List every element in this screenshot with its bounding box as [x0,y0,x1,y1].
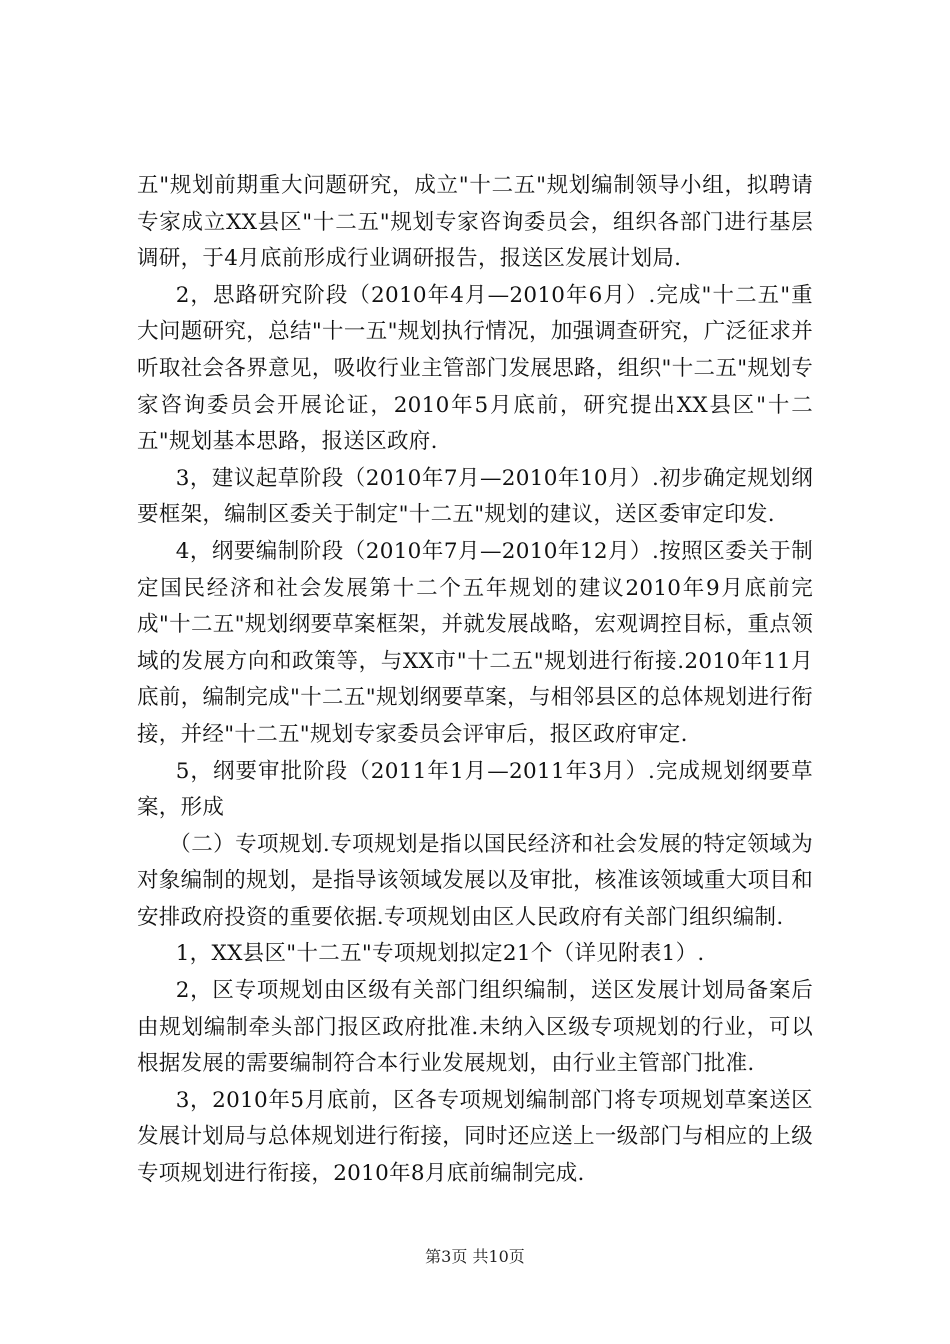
paragraph-stage-3: 3，建议起草阶段（2010年7月—2010年10月）.初步确定规划纲要框架，编制区委关于制定"十二五"规划的建议，送区委审定印发. [137,465,813,528]
page-number-footer: 第3页 共10页 [425,1247,525,1266]
paragraph-stage-2: 2，思路研究阶段（2010年4月—2010年6月）.完成"十二五"重大问题研究，总结"十一五"规划执行情况，加强调查研究，广泛征求并听取社会各界意见，吸收行业主管部门发展思路，组织"十二五"规划专家咨询委员会开展论证，2010年5月底前，研究提出XX县区"十二五"规划基本思路，报送区政府. [137,282,813,455]
paragraph-special-item-1: 1，XX县区"十二五"专项规划拟定21个（详见附表1）. [175,941,705,967]
paragraph-stage-4: 4，纲要编制阶段（2010年7月—2010年12月）.按照区委关于制定国民经济和社会发展第十二个五年规划的建议2010年9月底前完成"十二五"规划纲要草案框架，并就发展战略，宏观调控目标，重点领域的发展方向和政策等，与XX市"十二五"规划进行衔接.2010年11月底前，编制完成"十二五"规划纲要草案，与相邻县区的总体规划进行衔接，并经"十二五"规划专家委员会评审后，报区政府审定. [137,538,813,747]
paragraph-stage-5: 5，纲要审批阶段（2011年1月—2011年3月）.完成规划纲要草案，形成 [137,758,813,821]
paragraph-special-planning: （二）专项规划.专项规划是指以国民经济和社会发展的特定领域为对象编制的规划，是指导该领域发展以及审批，核准该领域重大项目和安排政府投资的重要依据.专项规划由区人民政府有关部门组织编制. [137,831,813,930]
paragraph-special-item-3: 3，2010年5月底前，区各专项规划编制部门将专项规划草案送区发展计划局与总体规划进行衔接，同时还应送上一级部门与相应的上级专项规划进行衔接，2010年8月底前编制完成. [137,1087,813,1187]
document-body [137,168,813,1193]
paragraph-special-item-2: 2，区专项规划由区级有关部门组织编制，送区发展计划局备案后由规划编制牵头部门报区政府批准.未纳入区级专项规划的行业，可以根据发展的需要编制符合本行业发展规划，由行业主管部门批准. [137,978,813,1077]
paragraph-continuation: 五"规划前期重大问题研究，成立"十二五"规划编制领导小组，拟聘请专家成立XX县区"十二五"规划专家咨询委员会，组织各部门进行基层调研，于4月底前形成行业调研报告，报送区发展计划局. [137,173,813,272]
